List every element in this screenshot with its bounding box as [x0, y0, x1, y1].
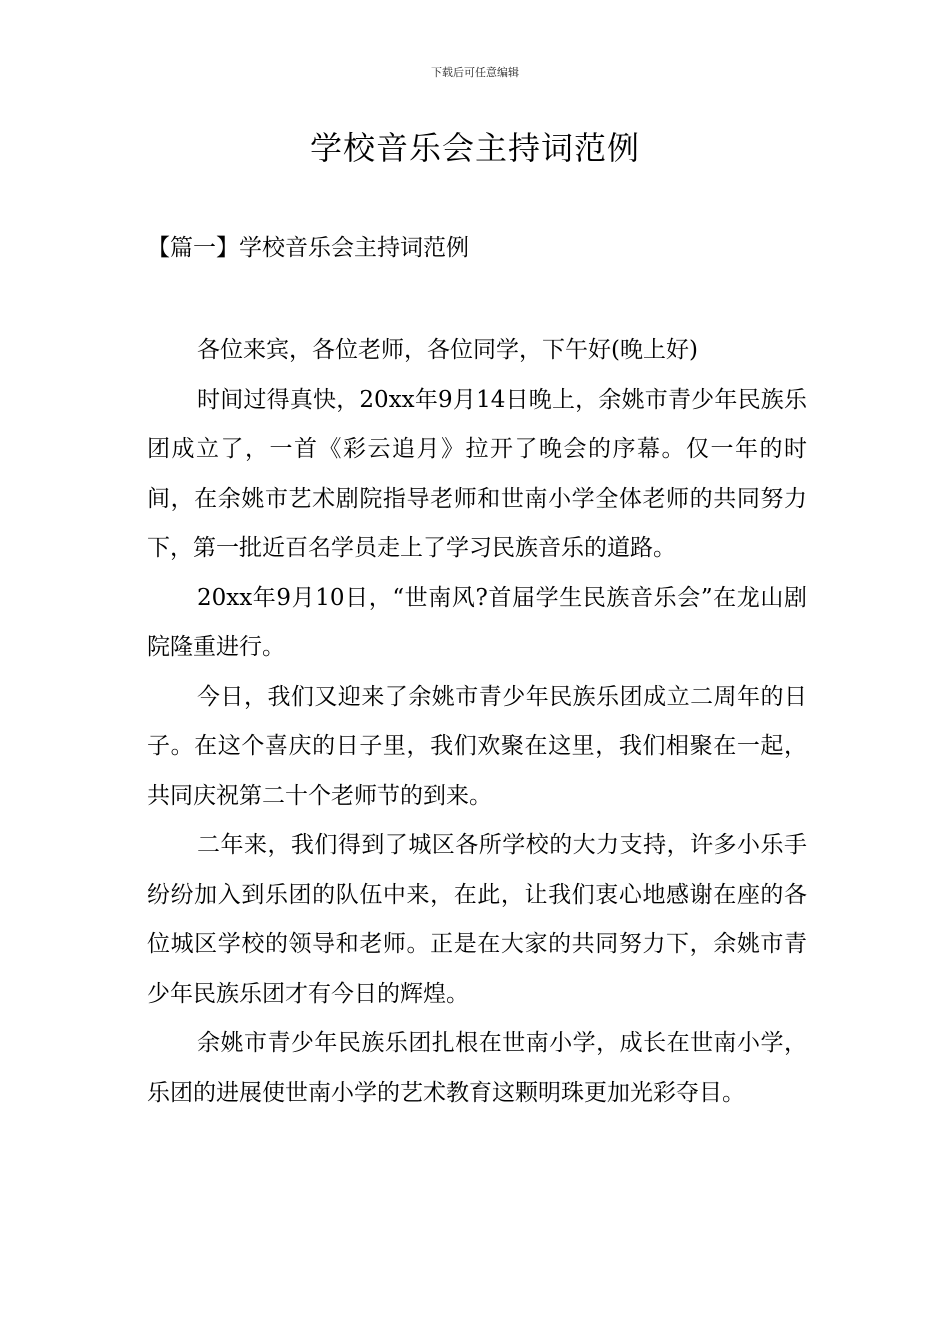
paragraph-thanks: 二年来，我们得到了城区各所学校的大力支持，许多小乐手纷纷加入到乐团的队伍中来，在此，让我们衷心地感谢在座的各位城区学校的领导和老师。正是在大家的共同努力下，余姚市青少年民族乐团才有今日的辉煌。 — [147, 832, 807, 1007]
paragraph-history: 时间过得真快，20xx年9月14日晚上，余姚市青少年民族乐团成立了，一首《彩云追月》拉开了晚会的序幕。仅一年的时间，在余姚市艺术剧院指导老师和世南小学全体老师的共同努力下，第一批近百名学员走上了学习民族音乐的道路。 — [147, 386, 807, 561]
document-title: 学校音乐会主持词范例 — [309, 129, 640, 167]
document-body — [147, 326, 807, 1118]
paragraph-greeting: 各位来宾，各位老师，各位同学，下午好(晚上好) — [197, 337, 698, 363]
paragraph-roots: 余姚市青少年民族乐团扎根在世南小学，成长在世南小学，乐团的进展使世南小学的艺术教育这颗明珠更加光彩夺目。 — [147, 1030, 807, 1106]
paragraph-concert: 20xx年9月10日，“世南风?首届学生民族音乐会”在龙山剧院隆重进行。 — [147, 584, 807, 660]
section-heading: 【篇一】学校音乐会主持词范例 — [147, 235, 469, 261]
header-note: 下载后可任意编辑 — [431, 66, 519, 79]
paragraph-anniversary: 今日，我们又迎来了余姚市青少年民族乐团成立二周年的日子。在这个喜庆的日子里，我们欢聚在这里，我们相聚在一起，共同庆祝第二十个老师节的到来。 — [147, 683, 807, 809]
